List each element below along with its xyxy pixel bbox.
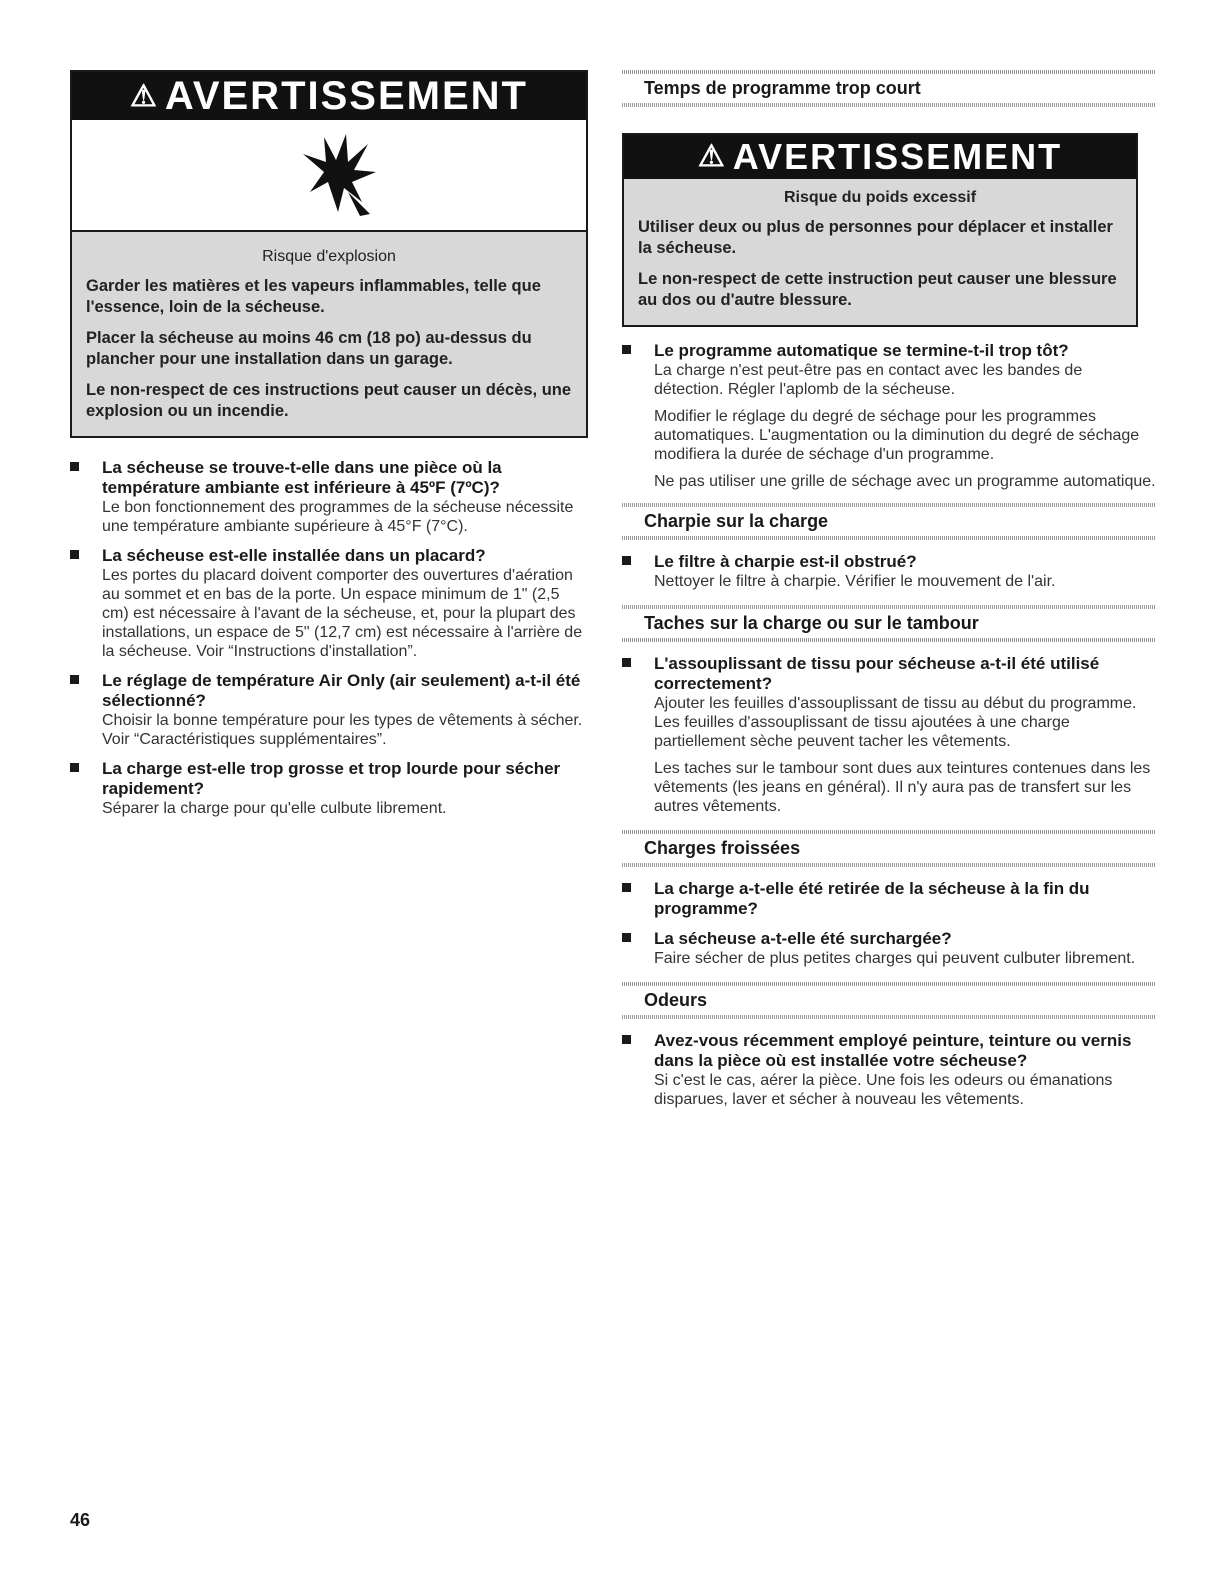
section-title: Charges froissées — [644, 838, 801, 858]
question: Le filtre à charpie est-il obstrué? — [654, 552, 917, 571]
list-item — [70, 546, 590, 661]
question: L'assouplissant de tissu pour sécheuse a-t-il été utilisé correctement? — [654, 654, 1100, 693]
section-title: Taches sur la charge ou sur le tambour — [644, 613, 979, 633]
explosion-icon — [298, 132, 378, 222]
question: La sécheuse a-t-elle été surchargée? — [654, 929, 952, 948]
list-item — [622, 341, 1156, 491]
question: La sécheuse se trouve-t-elle dans une pièce où la température ambiante est inférieure à 45ºF (7ºC)? — [102, 458, 502, 497]
section-header — [622, 982, 1156, 1019]
bullet-icon — [70, 462, 79, 471]
weight-warning-box — [622, 133, 1138, 327]
answer: Si c'est le cas, aérer la pièce. Une fois les odeurs ou émanations disparues, laver et sécher à nouveau les vêtements. — [654, 1072, 1113, 1108]
warning-body — [624, 179, 1136, 325]
bullet-icon — [622, 1035, 631, 1044]
section1-items — [622, 341, 1156, 491]
warning-paragraph: Placer la sécheuse au moins 46 cm (18 po) au-dessus du plancher pour une installation dans un garage. — [86, 329, 532, 368]
section-title: Temps de programme trop court — [644, 78, 921, 98]
list-item — [622, 654, 1156, 816]
section-header — [622, 605, 1156, 642]
section-title: Charpie sur la charge — [644, 511, 829, 531]
bullet-icon — [622, 556, 631, 565]
warning-heading: AVERTISSEMENT — [732, 136, 1063, 177]
answer: La charge n'est peut-être pas en contact avec les bandes de détection. Régler l'aplomb de la sécheuse. — [654, 362, 1083, 398]
bullet-icon — [622, 883, 631, 892]
warning-paragraph: Le non-respect de cette instruction peut causer une blessure au dos ou d'autre blessure. — [638, 270, 1117, 309]
left-column — [70, 70, 590, 828]
answer: Les taches sur le tambour sont dues aux teintures contenues dans les vêtements (les jeans en général). Il n'y aura pas de transfert sur les autres vêtements. — [654, 760, 1151, 815]
list-item — [70, 458, 590, 536]
warning-icon-row — [72, 120, 586, 232]
bullet-icon — [70, 763, 79, 772]
section-header — [622, 830, 1156, 867]
section-title: Odeurs — [644, 990, 708, 1010]
answer: Le bon fonctionnement des programmes de la sécheuse nécessite une température ambiante supérieure à 45°F (7°C). — [102, 499, 574, 535]
warning-header — [72, 72, 586, 120]
warning-paragraph: Garder les matières et les vapeurs inflammables, telle que l'essence, loin de la sécheuse. — [86, 277, 541, 316]
answer: Ajouter les feuilles d'assouplissant de tissu au début du programme. Les feuilles d'assouplissant de tissu ajoutées à une charge partiellement sèche peuvent tacher les vêtements. — [654, 695, 1137, 750]
answer: Modifier le réglage du degré de séchage pour les programmes automatiques. L'augmentation ou la diminution du degré de séchage modifiera la durée de séchage d'un programme. — [654, 408, 1140, 463]
warning-heading: AVERTISSEMENT — [164, 74, 528, 118]
section-header — [622, 503, 1156, 540]
right-column — [622, 70, 1156, 1119]
question: La charge est-elle trop grosse et trop lourde pour sécher rapidement? — [102, 759, 561, 798]
warning-paragraph: Utiliser deux ou plus de personnes pour déplacer et installer la sécheuse. — [638, 218, 1113, 257]
bullet-icon — [70, 550, 79, 559]
warning-title: Risque d'explosion — [262, 248, 396, 265]
bullet-icon — [622, 933, 631, 942]
answer: Les portes du placard doivent comporter des ouvertures d'aération au sommet et en bas de la porte. Un espace minimum de 1" (2,5 cm) est nécessaire à l'avant de la sécheuse, et, pour la plupart des installations, un espace de 5" (12,7 cm) est nécessaire à l'arrière de la sécheuse. Voir “Instructions d'installation”. — [102, 567, 583, 660]
question: Le réglage de température Air Only (air seulement) a-t-il été sélectionné? — [102, 671, 581, 710]
question: La charge a-t-elle été retirée de la sécheuse à la fin du programme? — [654, 879, 1090, 918]
answer: Ne pas utiliser une grille de séchage avec un programme automatique. — [654, 473, 1156, 490]
list-item — [622, 1031, 1156, 1109]
left-items — [70, 458, 590, 818]
answer: Choisir la bonne température pour les types de vêtements à sécher. Voir “Caractéristiques supplémentaires”. — [102, 712, 583, 748]
answer: Faire sécher de plus petites charges qui peuvent culbuter librement. — [654, 950, 1136, 967]
list-item — [622, 879, 1156, 919]
list-item — [70, 671, 590, 749]
bullet-icon — [70, 675, 79, 684]
warning-title: Risque du poids excessif — [783, 189, 977, 206]
list-item — [622, 552, 1156, 591]
bullet-icon — [622, 658, 631, 667]
page-number: 46 — [70, 1510, 91, 1530]
section-header — [622, 70, 1156, 107]
explosion-warning-box — [70, 70, 588, 438]
warning-triangle-icon: ⚠ — [130, 80, 159, 113]
answer: Séparer la charge pour qu'elle culbute librement. — [102, 800, 447, 817]
warning-body — [72, 232, 586, 436]
bullet-icon — [622, 345, 631, 354]
warning-triangle-icon: ⚠ — [697, 140, 727, 173]
question: Avez-vous récemment employé peinture, teinture ou vernis dans la pièce où est installée votre sécheuse? — [654, 1031, 1132, 1070]
answer: Nettoyer le filtre à charpie. Vérifier le mouvement de l'air. — [654, 573, 1056, 590]
question: Le programme automatique se termine-t-il trop tôt? — [654, 341, 1069, 360]
warning-paragraph: Le non-respect de ces instructions peut causer un décès, une explosion ou un incendie. — [86, 381, 572, 420]
warning-header — [624, 135, 1136, 179]
list-item — [622, 929, 1156, 968]
list-item — [70, 759, 590, 818]
question: La sécheuse est-elle installée dans un placard? — [102, 546, 486, 565]
